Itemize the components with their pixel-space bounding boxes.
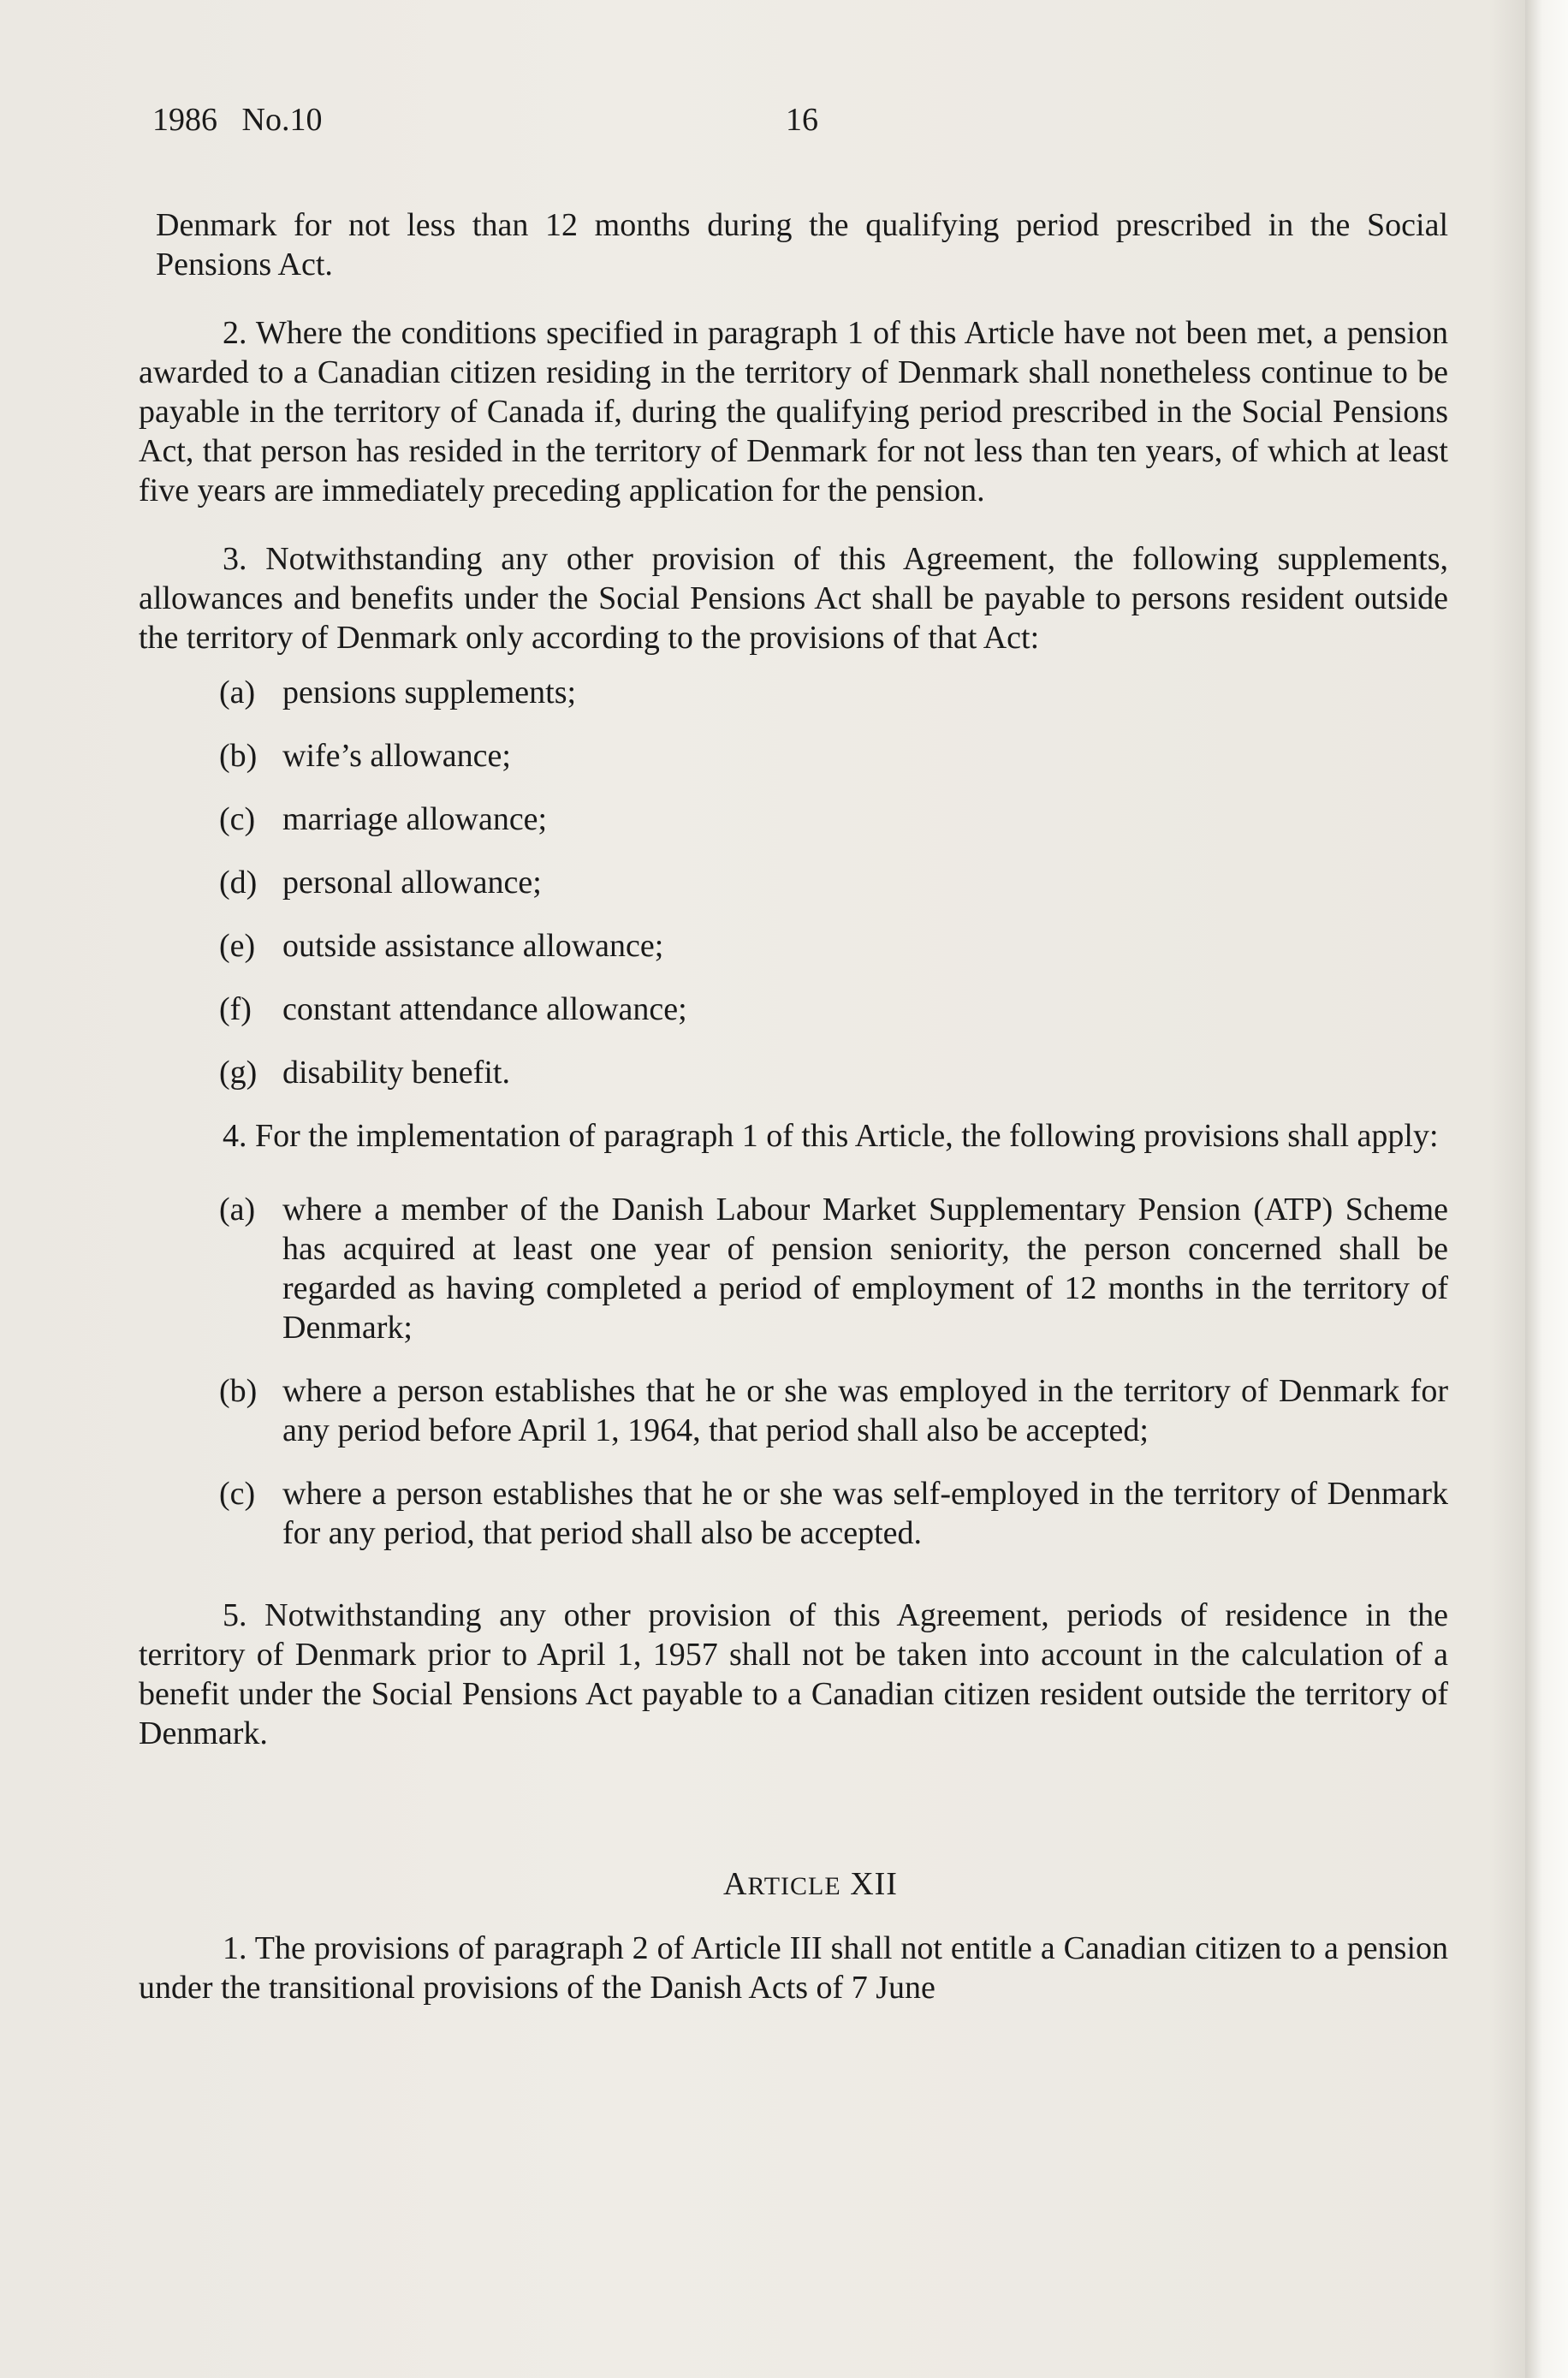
item-label: (c) [219, 801, 256, 837]
list-item [139, 926, 1448, 966]
gazette-reference: 1986 No.10 [152, 102, 323, 138]
paragraph-4: 4. For the implementation of paragraph 1 of this Article, the following provisions shall apply: [223, 1118, 1439, 1154]
page-header [152, 101, 1419, 152]
item-label: (b) [219, 1373, 258, 1409]
item-text: where a person establishes that he or she was self-employed in the territory of Denmark for any period, that period shall also be accepted. [282, 1476, 1448, 1551]
item-text: where a member of the Danish Labour Market Supplementary Pension (ATP) Scheme has acquired at least one year of pension seniority, the person concerned shall be regarded as having completed a period of employment of 12 months in the territory of Denmark; [282, 1192, 1448, 1346]
item-text: where a person establishes that he or she was employed in the territory of Denmark for any period before April 1, 1964, that period shall also be accepted; [282, 1373, 1448, 1448]
document-body [139, 205, 1448, 2007]
list-item [139, 1474, 1448, 1553]
article-heading-word: RTICLE [747, 1872, 841, 1900]
item-label: (a) [219, 1192, 256, 1228]
item-text: wife’s allowance; [282, 738, 511, 774]
article-heading [139, 1864, 1448, 1906]
paragraph-5: 5. Notwithstanding any other provision of this Agreement, periods of residence in the territory of Denmark prior to April 1, 1957 shall not be taken into account in the calculation of a benefit under the Social Pensions Act payable to a Canadian citizen resident outside the territory of Denmark. [139, 1597, 1448, 1751]
article-heading-initial: A [723, 1866, 748, 1902]
page-edge [1525, 0, 1568, 2378]
page-number: 16 [786, 102, 818, 138]
item-label: (c) [219, 1476, 256, 1512]
list-item [139, 800, 1448, 839]
item-text: marriage allowance; [282, 801, 548, 837]
paragraph-3: 3. Notwithstanding any other provision of this Agreement, the following supplements, allowances and benefits under the Social Pensions Act shall be payable to persons resident outside the territory of Denmark only according to the provisions of that Act: [139, 541, 1448, 656]
list-item [139, 1190, 1448, 1347]
list-item [139, 863, 1448, 902]
benefit-list [139, 673, 1448, 1092]
opening-paragraph: Denmark for not less than 12 months during the qualifying period prescribed in the Social Pensions Act. [156, 207, 1448, 282]
item-label: (b) [219, 738, 258, 774]
item-text: outside assistance allowance; [282, 928, 664, 964]
item-text: disability benefit. [282, 1055, 510, 1091]
article-xii-paragraph-1: 1. The provisions of paragraph 2 of Article III shall not entitle a Canadian citizen to a pension under the transitional provisions of the Danish Acts of 7 June [139, 1930, 1448, 2006]
list-item [139, 736, 1448, 776]
list-item [139, 1053, 1448, 1092]
list-item [139, 990, 1448, 1029]
item-label: (e) [219, 928, 256, 964]
item-text: personal allowance; [282, 865, 542, 901]
item-label: (a) [219, 675, 256, 710]
item-text: pensions supplements; [282, 675, 577, 710]
item-label: (f) [219, 991, 252, 1027]
item-label: (g) [219, 1055, 258, 1091]
item-text: constant attendance allowance; [282, 991, 687, 1027]
article-heading-numeral: XII [840, 1866, 898, 1902]
list-item [139, 1371, 1448, 1450]
list-item [139, 673, 1448, 712]
item-label: (d) [219, 865, 258, 901]
implementation-list [139, 1190, 1448, 1553]
paragraph-2: 2. Where the conditions specified in paragraph 1 of this Article have not been met, a pension awarded to a Canadian citizen residing in the territory of Denmark shall nonetheless continue to be payable in the territory of Canada if, during the qualifying period prescribed in the Social Pensions Act, that person has resided in the territory of Denmark for not less than ten years, of which at least five years are immediately preceding application for the pension. [139, 315, 1448, 508]
